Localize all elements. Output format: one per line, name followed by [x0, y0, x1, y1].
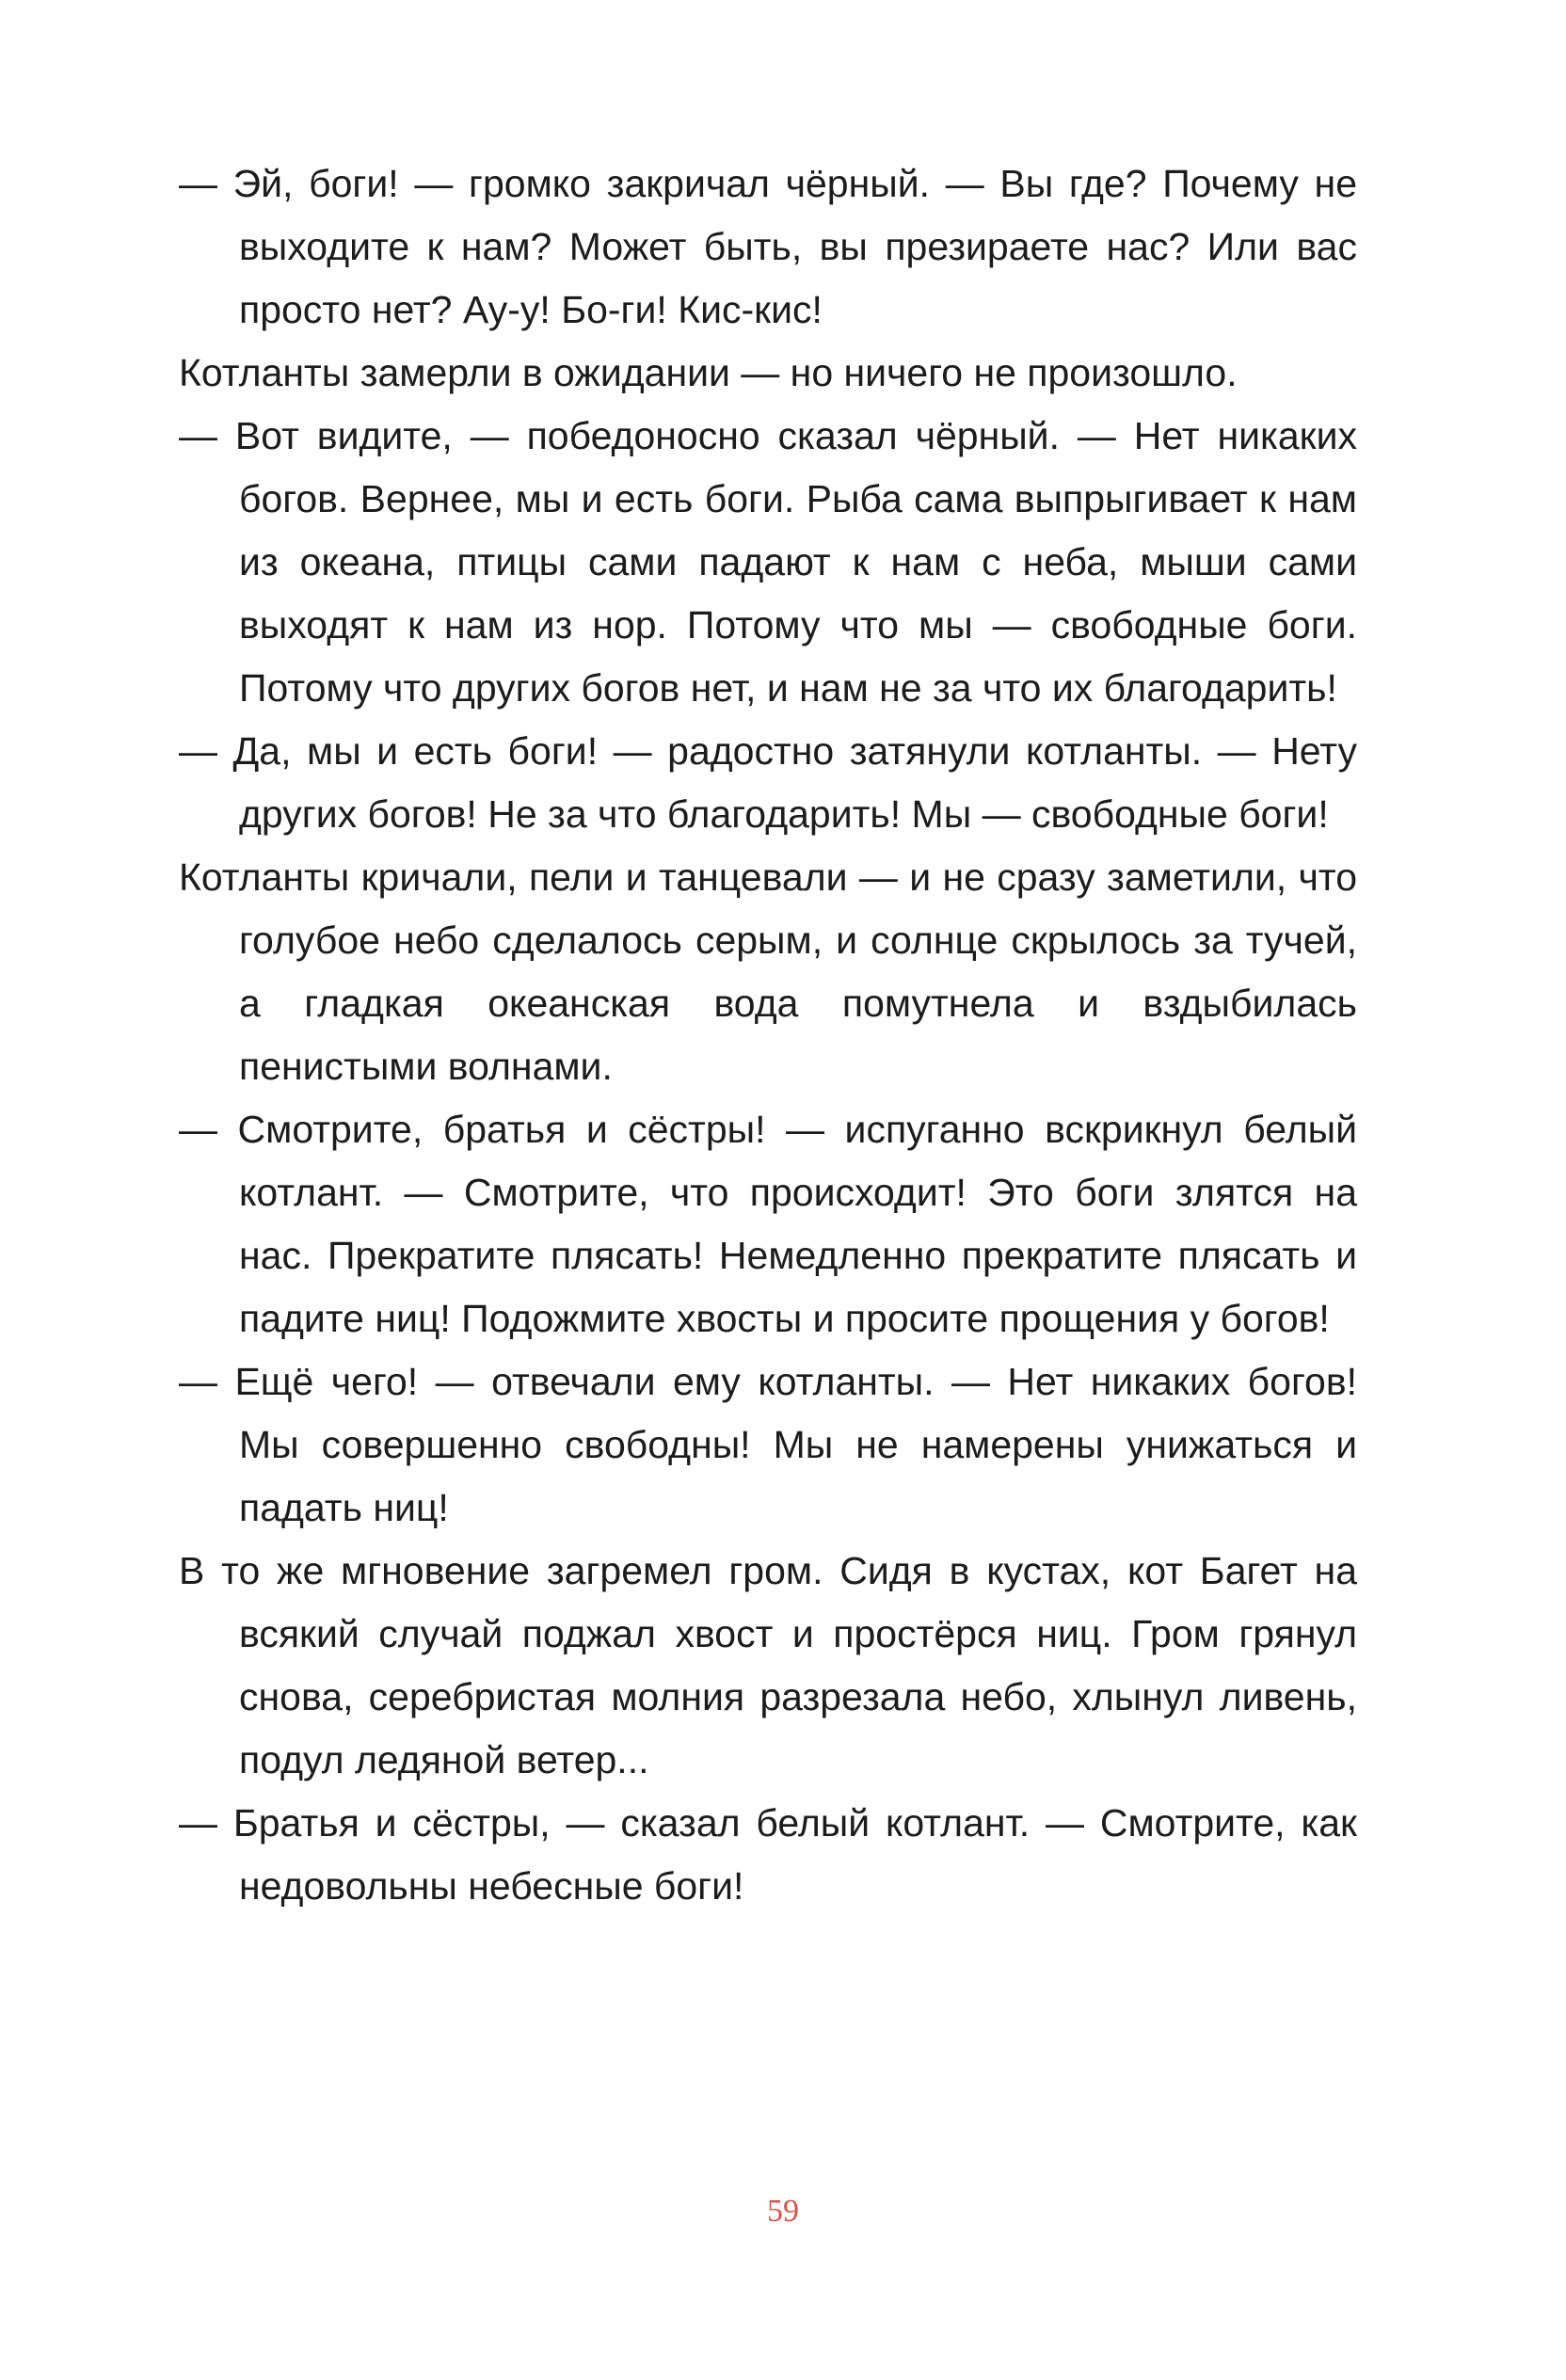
body-text — [179, 152, 1357, 1918]
page-number: 59 — [767, 2194, 799, 2228]
paragraph: — Смотрите, братья и сёстры! — испуганно вскрикнул белый котлант. — Смотрите, что происходит! Это боги злятся на нас. Прекратите плясать! Немедленно прекратите плясать и падите ниц! Подожмите хвосты и просите прощения у богов! — [179, 1108, 1357, 1340]
paragraph: — Ещё чего! — отвечали ему котланты. — Нет никаких богов! Мы совершенно свободны! Мы не намерены унижаться и падать ниц! — [179, 1360, 1357, 1529]
paragraph: — Братья и сёстры, — сказал белый котлант. — Смотрите, как недовольны небесные боги! — [179, 1801, 1357, 1908]
paragraph: — Эй, боги! — громко закричал чёрный. — Вы где? Почему не выходите к нам? Может быть, вы презираете нас? Или вас просто нет? Ау-у! Бо-ги! Кис-кис! — [179, 162, 1357, 331]
paragraph: — Вот видите, — победоносно сказал чёрный. — Нет никаких богов. Вернее, мы и есть боги. Рыба сама выпрыгивает к нам из океана, птицы сами падают к нам с неба, мыши сами выходят к нам из нор. Потому что мы — свободные боги. Потому что других богов нет, и нам не за что их благодарить! — [179, 414, 1357, 710]
paragraph: Котланты кричали, пели и танцевали — и не сразу заметили, что голубое небо сделалось серым, и солнце скрылось за тучей, а гладкая океанская вода помутнела и вздыбилась пенистыми волнами. — [179, 855, 1357, 1088]
paragraph: — Да, мы и есть боги! — радостно затянули котланты. — Нету других богов! Не за что благодарить! Мы — свободные боги! — [179, 729, 1357, 836]
paragraph: Котланты замерли в ожидании — но ничего не произошло. — [179, 351, 1238, 394]
paragraph: В то же мгновение загремел гром. Сидя в кустах, кот Багет на всякий случай поджал хвост и простёрся ниц. Гром грянул снова, серебристая молния разрезала небо, хлынул ливень, подул ледяной ветер... — [179, 1549, 1357, 1781]
